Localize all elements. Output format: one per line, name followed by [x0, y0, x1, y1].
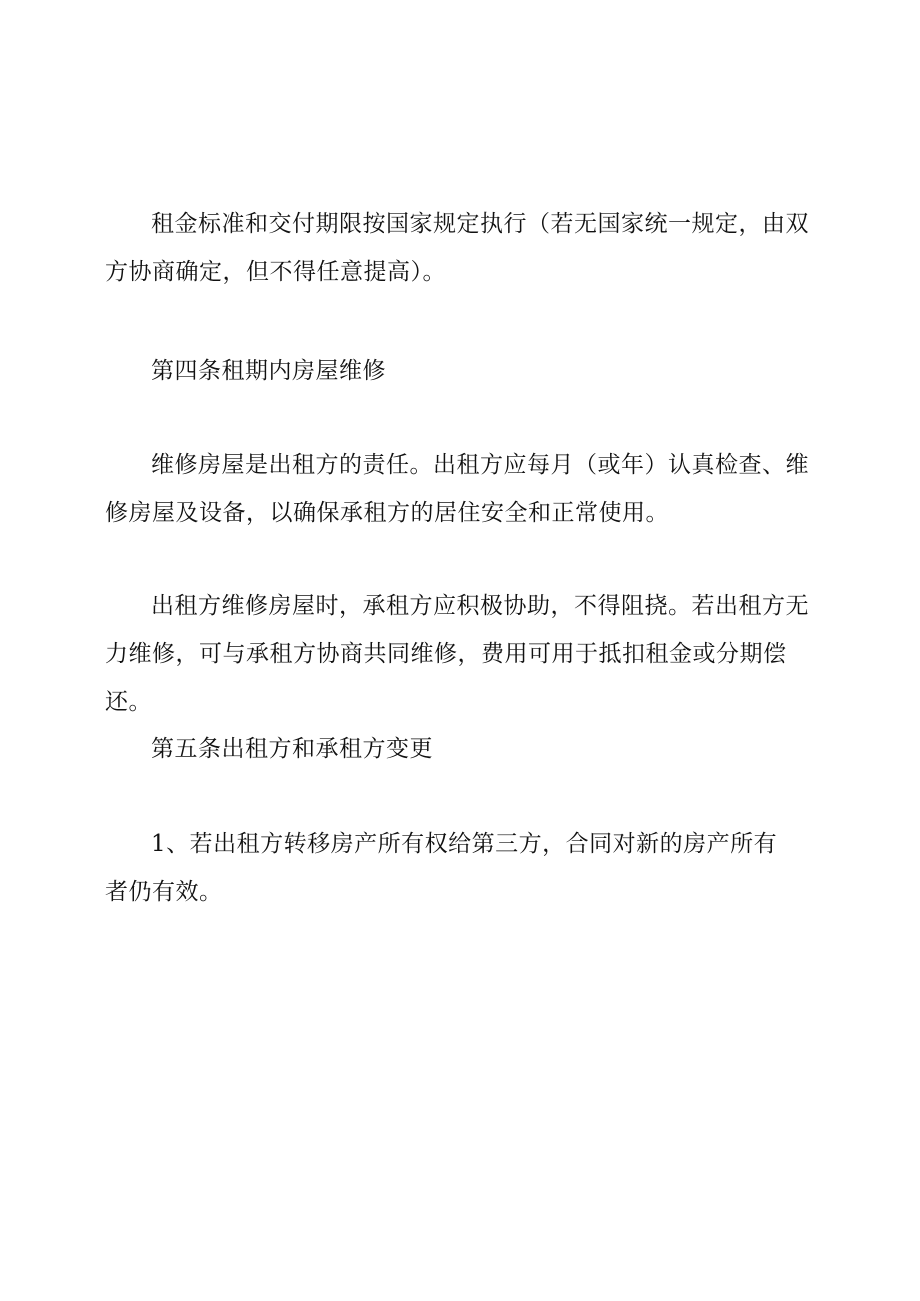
- section-heading-article-4: 第四条租期内房屋维修: [151, 358, 386, 384]
- paragraph-repair-cooperation: 出租方维修房屋时，承租方应积极协助，不得阻挠。若出租方无力维修，可与承租方协商共同维修，费用可用于抵扣租金或分期偿还。: [105, 593, 809, 715]
- paragraph-repair-responsibility: 维修房屋是出租方的责任。出租方应每月（或年）认真检查、维修房屋及设备，以确保承租方的居住安全和正常使用。: [105, 452, 809, 526]
- paragraph-ownership-transfer: 1、若出租方转移房产所有权给第三方，合同对新的房产所有者仍有效。: [105, 831, 778, 905]
- paragraph-rent-standard: 租金标准和交付期限按国家规定执行（若无国家统一规定，由双方协商确定，但不得任意提高）。: [105, 211, 809, 285]
- section-heading-article-5: 第五条出租方和承租方变更: [151, 736, 433, 762]
